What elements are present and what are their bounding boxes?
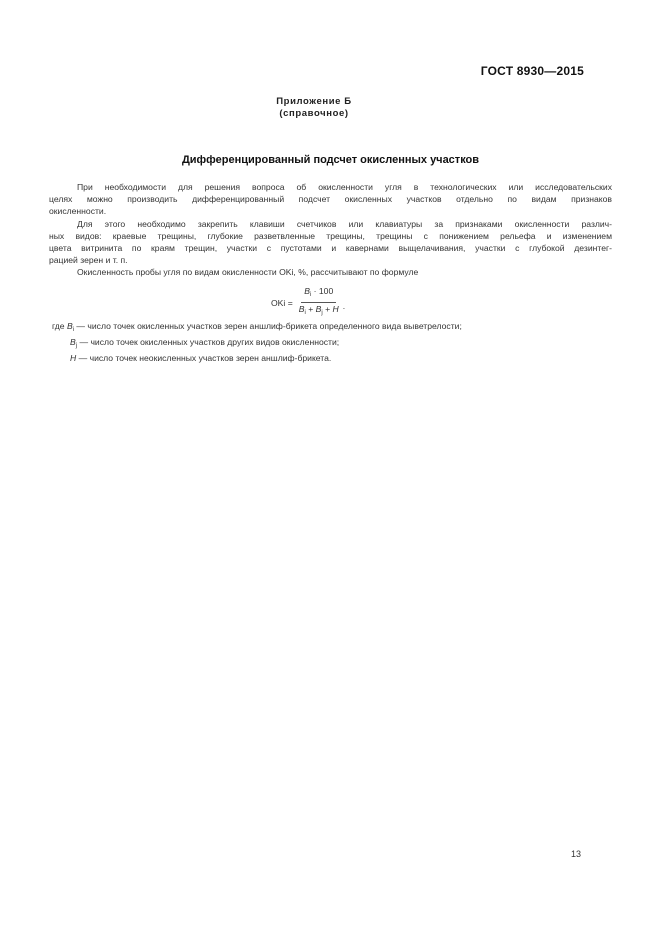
variable-definitions — [52, 320, 462, 365]
numerator-subscript: i — [309, 292, 312, 298]
definition-text: — число точек неокисленных участков зерен аншлиф-брикета. — [76, 353, 332, 364]
formula-denominator — [296, 303, 342, 319]
definition-variable: B — [66, 321, 73, 331]
plus-sign: + — [305, 304, 316, 314]
annex-type: (справочное) — [279, 108, 349, 119]
standard-code-header: ГОСТ 8930—2015 — [480, 64, 584, 78]
paragraph-line: Для этого необходимо закрепить клавиши счетчиков или клавиатуры за признаками окисленности различ- — [77, 218, 612, 229]
formula-period: . — [342, 300, 346, 311]
denominator-term2-subscript: j — [321, 310, 323, 316]
definition-h — [52, 352, 462, 364]
paragraph-line: ных видов: краевые трещины, глубокие разветвленные трещины, трещины с понижением рельефа и изменением — [49, 230, 612, 241]
paragraph-line: цвета витринита по краям трещин, участки с пустотами и кавернами выщелачивания, участки с глубокой дезинтег- — [49, 243, 612, 254]
annex-label: Приложение Б — [276, 96, 352, 107]
paragraph-line: целях можно производить дифференцированный подсчет окисленных участков отдельно по видам признаков — [49, 194, 612, 205]
formula-fraction — [296, 286, 342, 319]
paragraph-3 — [49, 266, 612, 278]
paragraph-1 — [49, 181, 612, 218]
formula-lhs: OKi = — [271, 297, 293, 308]
paragraph-line: рацией зерен и т. п. — [49, 255, 128, 266]
definition-variable: B — [70, 337, 76, 348]
body-text — [49, 181, 612, 279]
numerator-multiplier: · 100 — [311, 286, 334, 296]
annex-heading — [0, 96, 628, 120]
section-title: Дифференцированный подсчет окисленных участков — [181, 154, 480, 166]
denominator-term1: B — [298, 304, 305, 314]
definition-subscript: i — [72, 327, 75, 333]
definition-text: — число точек окисленных участков зерен аншлиф-брикета определенного вида выветрелости; — [74, 321, 462, 331]
definition-text: — число точек окисленных участков других видов окисленности; — [77, 337, 340, 348]
plus-sign: + — [322, 304, 333, 314]
paragraph-line: При необходимости для решения вопроса об окисленности угля в технологических или исследовательских — [77, 182, 612, 192]
denominator-term2: B — [315, 304, 322, 314]
numerator-variable: B — [304, 286, 310, 296]
oxidation-formula — [271, 286, 345, 319]
denominator-term1-subscript: i — [304, 310, 306, 316]
page-number: 13 — [571, 849, 582, 859]
definition-bi — [52, 320, 462, 336]
paragraph-line: окисленности. — [49, 206, 107, 217]
definition-variable: H — [70, 353, 77, 364]
formula-numerator — [301, 286, 336, 303]
definition-prefix: где — [52, 321, 67, 331]
denominator-term3: H — [332, 304, 339, 314]
definition-bj — [52, 336, 462, 352]
paragraph-line: Окисленность пробы угля по видам окисленности OKi, %, рассчитывают по формуле — [77, 267, 419, 278]
definition-subscript: j — [75, 343, 78, 350]
paragraph-2 — [49, 218, 612, 267]
